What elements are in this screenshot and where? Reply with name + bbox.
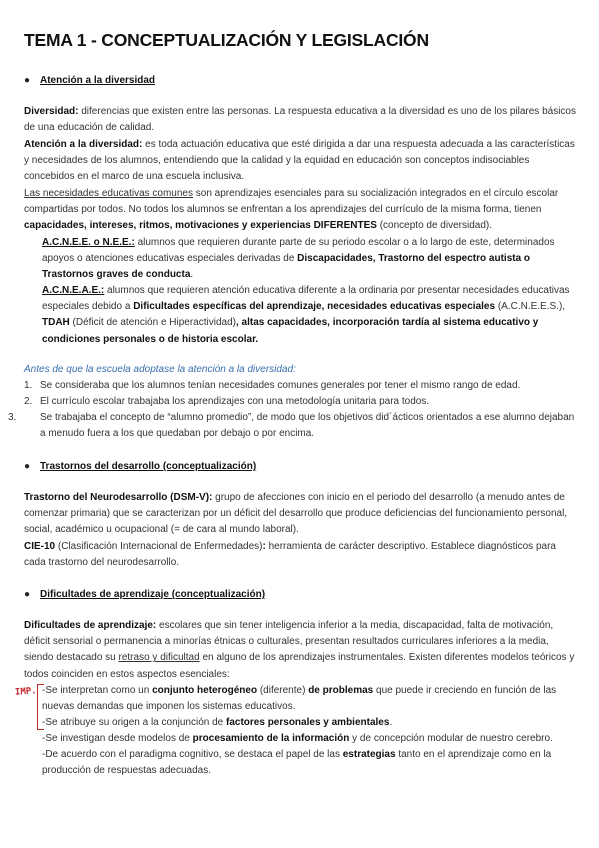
list-number: 2. (24, 396, 33, 407)
text-run: (diferente) (257, 685, 309, 696)
text-run: escolares que sin tener inteligencia inferior a la media, discapacidad, falta de motivación, déficit sensorial o permanencia a minorías étnicas o culturales, presentan resultados curriculares inferiores a la media, siendo destacado su (24, 620, 554, 664)
term-definition: es toda actuación educativa que esté dirigida a dar una respuesta adecuada a las características y necesidades de los alumnos, entendiendo que la calidad y la equidad en educación son conceptos indisociables concebidos en el marco de una escuela inclusiva. (24, 139, 575, 183)
section-title: Dificultades de aprendizaje (conceptualización) (40, 589, 266, 600)
text-run: alumnos que requieren atención educativa diferente a la ordinaria por presentar necesidades educativas especiales debido a (42, 285, 570, 313)
term-label: Atención a la diversidad: (24, 139, 143, 150)
section-heading-diversidad (24, 74, 155, 88)
paragraph-cie (24, 539, 580, 571)
essential-point (42, 715, 580, 731)
paragraph-atencion (24, 137, 580, 186)
list-number: 1. (24, 380, 33, 391)
section-heading-dificultades (24, 588, 265, 602)
essential-point (42, 683, 580, 715)
text-run: : (262, 541, 266, 552)
bold-run: TDAH (42, 317, 70, 329)
text-run: . (389, 717, 393, 728)
list-item (24, 378, 580, 394)
bold-run: conjunto heterogéneo (152, 685, 258, 696)
bold-run: de problemas (308, 685, 374, 696)
page-title: TEMA 1 - CONCEPTUALIZACIÓN Y LEGISLACIÓN (24, 30, 429, 50)
list-text: Se consideraba que los alumnos tenían necesidades comunes generales por tener el mismo rango de edad. (40, 380, 521, 391)
underlined-term: Las necesidades educativas comunes (24, 188, 193, 199)
section-title: Trastornos del desarrollo (conceptualización) (40, 461, 257, 472)
text-run: alumnos que requieren durante parte de su periodo escolar o a lo largo de este, determinados apoyos o atenciones educativas especiales derivadas de (42, 237, 555, 265)
underlined-term: retraso y dificultad (118, 652, 200, 664)
list-number: 3. (8, 412, 17, 423)
essential-point (42, 731, 580, 747)
term-label: A.C.N.E.E. o N.E.E.: (42, 237, 135, 248)
list-item (24, 394, 580, 410)
paragraph-diversidad (24, 104, 580, 136)
bold-run: Discapacidades, Trastorno del espectro autista o Trastornos graves de conducta (42, 253, 531, 281)
text-run: -Se interpretan como un (42, 685, 153, 696)
essential-point (42, 747, 580, 779)
paragraph-acnee (42, 235, 580, 284)
text-run: (A.C.N.E.E.S.), (495, 301, 566, 313)
text-run: -De acuerdo con el paradigma cognitivo, se destaca el papel de las (42, 749, 343, 760)
bold-run: factores personales y ambientales (226, 717, 390, 728)
bullet-icon: ● (24, 75, 31, 86)
term-label: A.C.N.E.A.E.: (42, 285, 105, 296)
bullet-icon: ● (24, 589, 31, 600)
bullet-icon: ● (24, 461, 31, 472)
section-title: Atención a la diversidad (40, 75, 156, 86)
text-run: en alguno de los aprendizajes instrumentales. Existen diferentes modelos teóricos y todos coinciden en estos aspectos esenciales: (24, 652, 575, 680)
term-label: Dificultades de aprendizaje: (24, 620, 157, 631)
text-run: (Déficit de atención e Hiperactividad) (69, 317, 236, 329)
italic-subheading: Antes de que la escuela adoptase la atención a la diversidad: (24, 364, 296, 375)
bold-run: estrategias (342, 749, 396, 760)
text-run: son aprendizajes esenciales para su socialización integrados en el círculo escolar compartidas por todos. No todos los alumnos se enfrentan a los aprendizajes del currículo de la misma forma, tienen (24, 188, 559, 216)
bold-run: Dificultades específicas del aprendizaje, necesidades educativas especiales (133, 301, 496, 313)
text-run: -Se atribuye su origen a la conjunción de (42, 717, 227, 728)
text-run: y de concepción modular de nuestro cerebro. (349, 733, 553, 744)
bold-run: procesamiento de la información (192, 733, 350, 744)
term-label: CIE-10 (24, 541, 56, 552)
paragraph-acneae (42, 283, 580, 348)
term-label: Diversidad: (24, 106, 79, 117)
list-item (8, 410, 580, 442)
text-run: -Se investigan desde modelos de (42, 733, 193, 744)
text-run: . (190, 269, 194, 281)
list-text: Se trabajaba el concepto de “alumno promedio”, de modo que los objetivos did´ácticos orientados a ese alumno dejaban a menudo fuera a los que quedaban por debajo o por encima. (40, 412, 575, 440)
paragraph-necesidades (24, 186, 580, 235)
section-heading-trastornos (24, 460, 256, 474)
bold-run: , altas capacidades, incorporación tardía al sistema educativo y condiciones personales o de historia escolar. (42, 317, 539, 345)
text-run: (Clasificación Internacional de Enfermedades) (55, 541, 263, 552)
handwritten-imp-note: IMP. (14, 686, 38, 698)
paragraph-dificultades (24, 618, 580, 683)
bold-run: capacidades, intereses, ritmos, motivaciones y experiencias DIFERENTES (24, 220, 377, 232)
term-definition: herramienta de carácter descriptivo. Establece diagnósticos para cada trastorno del neurodesarrollo. (24, 541, 556, 569)
paragraph-tnd (24, 490, 580, 539)
term-label: Trastorno del Neurodesarrollo (DSM-V): (24, 492, 213, 503)
text-run: (concepto de diversidad). (376, 220, 493, 232)
list-text: El currículo escolar trabajaba los aprendizajes con una metodología unitaria para todos. (40, 396, 430, 407)
text-run: tanto en el aprendizaje como en la producción de respuestas adecuadas. (42, 749, 552, 777)
term-definition: diferencias que existen entre las personas. La respuesta educativa a la diversidad es uno de los pilares básicos de una educación de calidad. (24, 106, 576, 134)
term-definition: grupo de afecciones con inicio en el periodo del desarrollo (a menudo antes de comenzar primaria) que se caracterizan por un déficit del desarrollo que produce deficiencias del funcionamiento personal, social, académico u ocupacional (= de cara al mundo laboral). (24, 492, 568, 536)
text-run: que puede ir creciendo en función de las nuevas demandas que imponen los sistemas educativos. (42, 685, 557, 713)
